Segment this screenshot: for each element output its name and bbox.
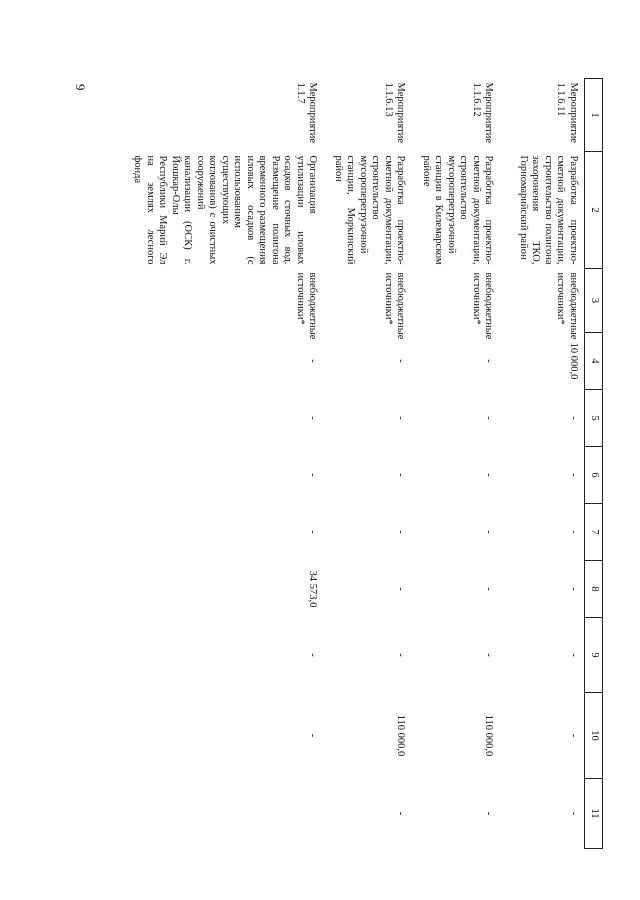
value-cell: - — [395, 811, 407, 816]
value-cell: 10 000,0 — [568, 342, 579, 380]
measure-id: Мероприятие 1.1.6.12 — [471, 82, 495, 144]
funding-source: внебюджетные источники* — [471, 272, 495, 340]
value-cell: - — [395, 473, 407, 477]
value-cell: - — [568, 587, 579, 591]
measure-name: Разработка проектно-сметной документации, строительство мусороперегрузочной станции в Килемарском районе — [421, 155, 495, 265]
value-cell: - — [307, 530, 319, 534]
col-header-4: 4 — [585, 333, 603, 390]
page-number: 9 — [73, 84, 88, 91]
measure-name: Разработка проектно-сметной документации, строительство полигона захоронения ТКО, Горномарийский район — [518, 155, 579, 265]
col-header-8: 8 — [585, 561, 603, 618]
value-cell: - — [483, 653, 495, 657]
value-cell: - — [483, 416, 495, 420]
value-cell: - — [395, 653, 407, 657]
value-cell: - — [307, 416, 319, 420]
col-header-9: 9 — [585, 618, 603, 693]
measure-id: Мероприятие 1.1.6.13 — [383, 82, 407, 144]
value-cell: - — [568, 653, 579, 657]
col-header-11: 11 — [585, 779, 603, 849]
value-cell: - — [307, 473, 319, 477]
rotated-page — [79, 78, 603, 848]
col-header-6: 6 — [585, 447, 603, 504]
value-cell: 110 000,0 — [483, 714, 495, 757]
value-cell: - — [483, 530, 495, 534]
funding-source: внебюджетные источники* — [555, 272, 579, 340]
measure-name: Разработка проектно-сметной документации, строительство мусороперегрузочной станции, Моркинский район — [333, 155, 407, 265]
value-cell: 110 000,0 — [395, 714, 407, 757]
value-cell: - — [395, 587, 407, 591]
header-row — [585, 79, 603, 849]
measure-id: Мероприятие 1.1.6.11 — [555, 82, 579, 144]
funding-source: внебюджетные источники* — [383, 272, 407, 340]
value-cell: - — [307, 359, 319, 363]
col-header-5: 5 — [585, 390, 603, 447]
col-header-3: 3 — [585, 269, 603, 333]
value-cell: - — [307, 733, 319, 738]
measure-name: Организация утилизации иловых осадков сточных вод. Размещение полигона временного размещения иловых осадков (с использованием существующих котлованов) с очистных сооружений канализации (ОСК) г. Йошкар-Олы Республики Марий Эл на землях лесного фонда — [132, 155, 319, 265]
value-cell: - — [483, 473, 495, 477]
value-cell: - — [483, 587, 495, 591]
value-cell: - — [568, 416, 579, 420]
col-header-1: 1 — [585, 79, 603, 152]
value-cell: - — [483, 359, 495, 363]
value-cell: - — [568, 811, 579, 816]
value-cell — [123, 779, 324, 849]
value-cell: - — [483, 811, 495, 816]
budget-table — [123, 78, 603, 849]
table-row — [500, 79, 585, 849]
value-cell: - — [395, 359, 407, 363]
col-header-10: 10 — [585, 693, 603, 779]
measure-id: Мероприятие 1.1.7 — [295, 82, 319, 144]
value-cell: - — [307, 653, 319, 657]
value-cell: - — [395, 416, 407, 420]
value-cell: - — [568, 733, 579, 738]
value-cell: 34 573,0 — [307, 570, 319, 608]
col-header-7: 7 — [585, 504, 603, 561]
value-cell: - — [568, 530, 579, 534]
value-cell: - — [395, 530, 407, 534]
table-row — [123, 79, 324, 849]
funding-source: внебюджетные источники* — [295, 272, 319, 340]
value-cell: - — [568, 473, 579, 477]
table-row — [412, 79, 500, 849]
col-header-2: 2 — [585, 152, 603, 269]
table-row — [324, 79, 412, 849]
